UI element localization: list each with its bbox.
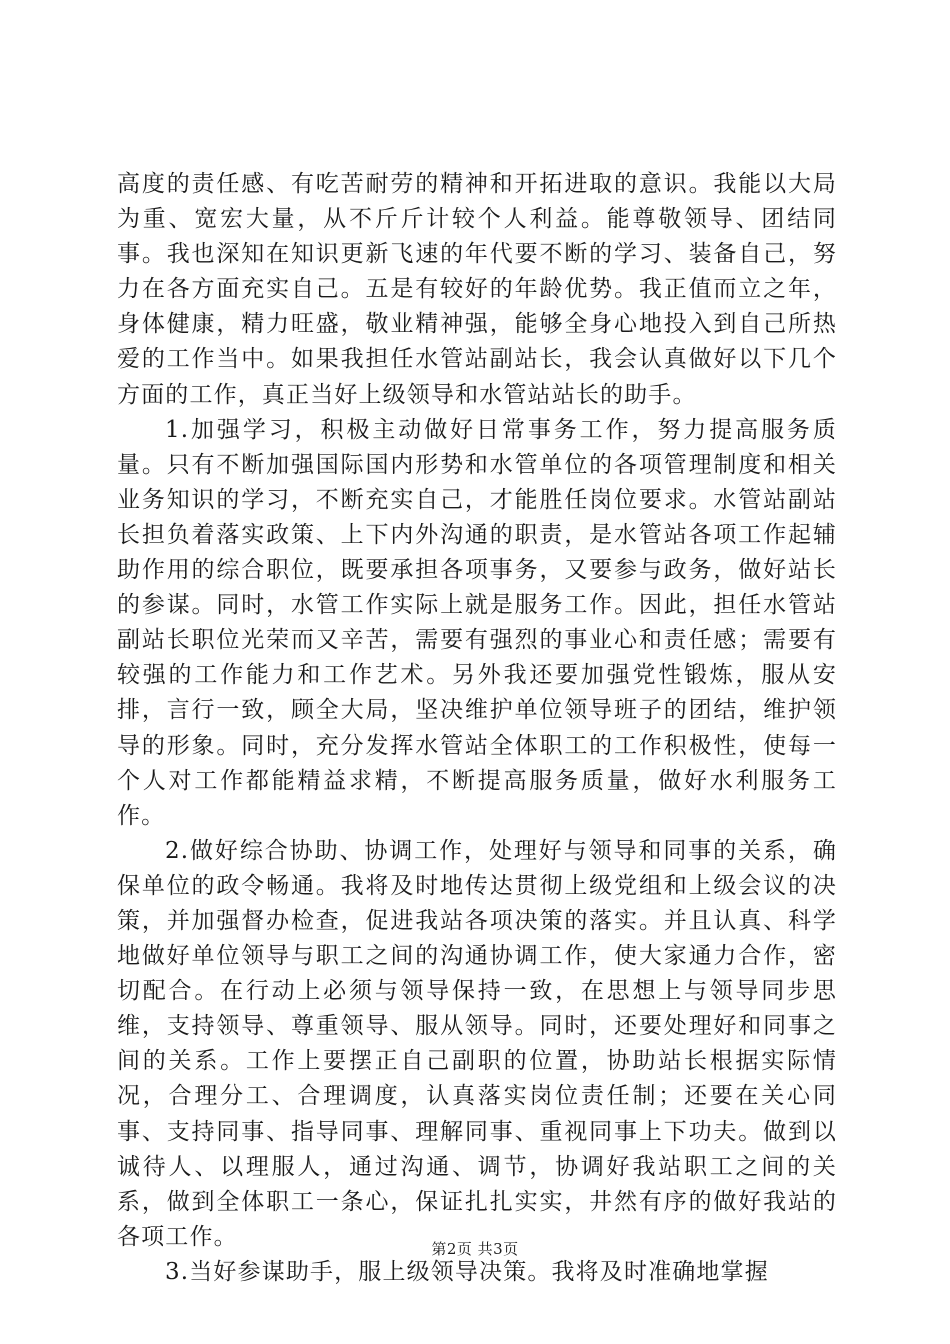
- page-footer: 第2页 共3页: [431, 1240, 519, 1258]
- paragraph-1: 高度的责任感、有吃苦耐劳的精神和开拓进取的意识。我能以大局为重、宽宏大量，从不斤斤计较个人利益。能尊敬领导、团结同事。我也深知在知识更新飞速的年代要不断的学习、装备自己，努力在各方面充实自己。五是有较好的年龄优势。我正值而立之年，身体健康，精力旺盛，敬业精神强，能够全身心地投入到自己所热爱的工作当中。如果我担任水管站副站长，我会认真做好以下几个方面的工作，真正当好上级领导和水管站站长的助手。: [117, 171, 837, 408]
- document-body: [117, 167, 837, 1290]
- paragraph-3: 2.做好综合协助、协调工作，处理好与领导和同事的关系，确保单位的政令畅通。我将及时地传达贯彻上级党组和上级会议的决策，并加强督办检查，促进我站各项决策的落实。并且认真、科学地做好单位领导与职工之间的沟通协调工作，使大家通力合作，密切配合。在行动上必须与领导保持一致，在思想上与领导同步思维，支持领导、尊重领导、服从领导。同时，还要处理好和同事之间的关系。工作上要摆正自己副职的位置，协助站长根据实际情况，合理分工、合理调度，认真落实岗位责任制；还要在关心同事、支持同事、指导同事、理解同事、重视同事上下功夫。做到以诚待人、以理服人，通过沟通、调节，协调好我站职工之间的关系，做到全体职工一条心，保证扎扎实实，井然有序的做好我站的各项工作。: [117, 837, 837, 1250]
- paragraph-4: 3.当好参谋助手，服上级领导决策。我将及时准确地掌握: [165, 1258, 769, 1285]
- paragraph-2: 1.加强学习，积极主动做好日常事务工作，努力提高服务质量。只有不断加强国际国内形势和水管单位的各项管理制度和相关业务知识的学习，不断充实自己，才能胜任岗位要求。水管站副站长担负着落实政策、上下内外沟通的职责，是水管站各项工作起辅助作用的综合职位，既要承担各项事务，又要参与政务，做好站长的参谋。同时，水管工作实际上就是服务工作。因此，担任水管站副站长职位光荣而又辛苦，需要有强烈的事业心和责任感；需要有较强的工作能力和工作艺术。另外我还要加强党性锻炼，服从安排，言行一致，顾全大局，坚决维护单位领导班子的团结，维护领导的形象。同时，充分发挥水管站全体职工的工作积极性，使每一个人对工作都能精益求精，不断提高服务质量，做好水利服务工作。: [117, 416, 837, 829]
